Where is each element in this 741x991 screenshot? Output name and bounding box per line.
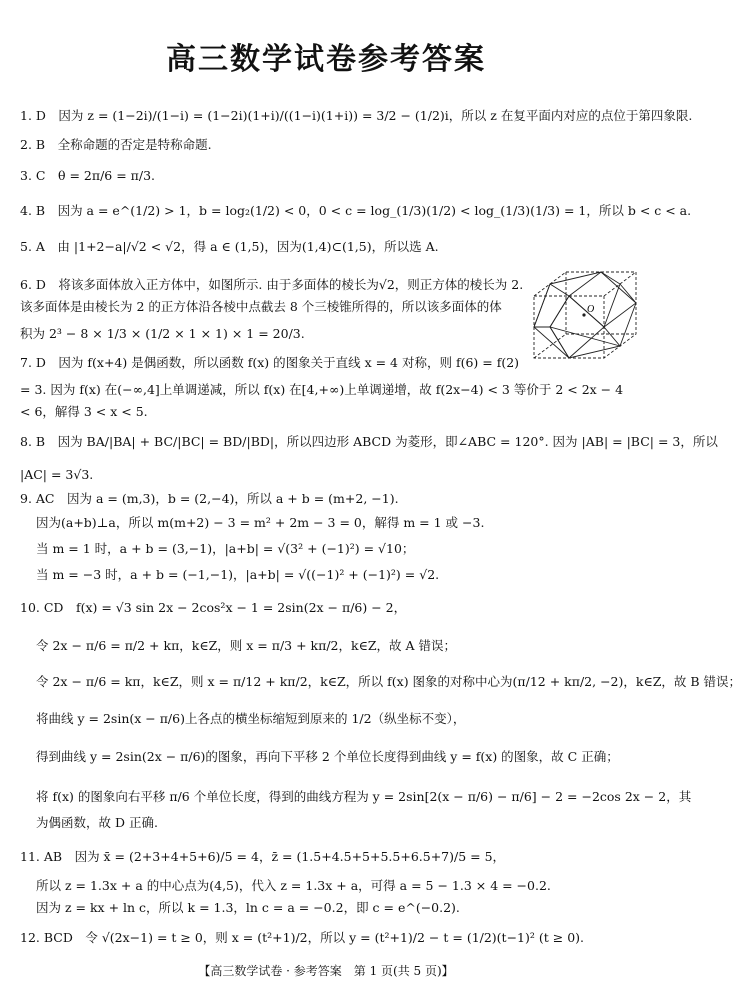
answer-9-line-3: 当 m = 1 时，a + b = (3,−1)，|a+b| = √(3² + (−1)²) = √10； (36, 541, 415, 556)
page-footer: 【高三数学试卷 · 参考答案 第 1 页(共 5 页)】 (198, 964, 454, 978)
answer-1: 1. D 因为 z = (1−2i)/(1−i) = (1−2i)(1+i)/((1−i)(1+i)) = 3/2 − (1/2)i，所以 z 在复平面内对应的点位于第四象限. (20, 108, 693, 123)
center-point (582, 313, 585, 316)
answer-10-line-2: 令 2x − π/6 = π/2 + kπ，k∈Z，则 x = π/3 + kπ/2，k∈Z，故 A 错误； (36, 638, 456, 653)
answer-10-line-1: 10. CD f(x) = √3 sin 2x − 2cos²x − 1 = 2sin(2x − π/6) − 2， (20, 600, 407, 615)
answer-8-line-2: |AC| = 3√3. (20, 467, 94, 482)
center-label: O (587, 304, 595, 315)
answer-10-line-4: 将曲线 y = 2sin(x − π/6)上各点的横坐标缩短到原来的 1/2（纵坐标不变）， (36, 711, 466, 726)
answer-2: 2. B 全称命题的否定是特称命题. (20, 137, 212, 152)
page-title: 高三数学试卷参考答案 (166, 42, 486, 77)
answer-10-line-3: 令 2x − π/6 = kπ，k∈Z，则 x = π/12 + kπ/2，k∈Z，所以 f(x) 图象的对称中心为(π/12 + kπ/2, −2)，k∈Z，故 B 错误； (36, 674, 741, 689)
answer-7-line-1: 7. D 因为 f(x+4) 是偶函数，所以函数 f(x) 的图象关于直线 x = 4 对称，则 f(6) = f(2) (20, 355, 520, 370)
answer-9-line-2: 因为(a+b)⊥a，所以 m(m+2) − 3 = m² + 2m − 3 = 0，解得 m = 1 或 −3. (36, 515, 485, 530)
answer-12-line-1: 12. BCD 令 √(2x−1) = t ≥ 0，则 x = (t²+1)/2，所以 y = (t²+1)/2 − t = (1/2)(t−1)² (t ≥ 0). (20, 930, 584, 945)
answer-4: 4. B 因为 a = e^(1/2) > 1，b = log₂(1/2) < 0，0 < c = log_(1/3)(1/2) < log_(1/3)(1/3) = 1，所以 b < c < a. (20, 203, 692, 218)
answer-11-line-1: 11. AB 因为 x̄ = (2+3+4+5+6)/5 = 4，z̄ = (1.5+4.5+5+5.5+6.5+7)/5 = 5， (20, 849, 506, 864)
answer-7-line-3: < 6，解得 3 < x < 5. (20, 404, 148, 419)
answer-3: 3. C θ = 2π/6 = π/3. (20, 168, 156, 183)
answer-6-line-2: 该多面体是由棱长为 2 的正方体沿各棱中点截去 8 个三棱锥所得的，所以该多面体的体 (20, 299, 502, 314)
answer-5: 5. A 由 |1+2−a|/√2 < √2，得 a ∈ (1,5)，因为(1,4)⊂(1,5)，所以选 A. (20, 239, 439, 254)
answer-11-line-3: 因为 z = kx + ln c，所以 k = 1.3，ln c = a = −0.2，即 c = e^(−0.2). (36, 900, 460, 915)
answer-6-line-1: 6. D 将该多面体放入正方体中，如图所示. 由于多面体的棱长为√2，则正方体的棱长为 2. (20, 277, 524, 292)
answer-11-line-2: 所以 z = 1.3x + a 的中心点为(4,5)，代入 z = 1.3x + a，可得 a = 5 − 1.3 × 4 = −0.2. (36, 878, 551, 893)
answer-7-line-2: = 3. 因为 f(x) 在(−∞,4]上单调递减，所以 f(x) 在[4,+∞)上单调递增，故 f(2x−4) < 3 等价于 2 < 2x − 4 (20, 382, 624, 397)
answer-10-line-7: 为偶函数，故 D 正确. (36, 815, 158, 830)
polyhedron-in-cube-figure (528, 266, 640, 364)
answer-6-line-3: 积为 2³ − 8 × 1/3 × (1/2 × 1 × 1) × 1 = 20/3. (20, 326, 305, 341)
answer-9-line-1: 9. AC 因为 a = (m,3)，b = (2,−4)，所以 a + b = (m+2, −1). (20, 491, 399, 506)
answer-10-line-6: 将 f(x) 的图象向右平移 π/6 个单位长度，得到的曲线方程为 y = 2sin[2(x − π/6) − π/6] − 2 = −2cos 2x − 2，其 (36, 789, 692, 804)
answer-9-line-4: 当 m = −3 时，a + b = (−1,−1)，|a+b| = √((−1)² + (−1)²) = √2. (36, 567, 440, 582)
answer-10-line-5: 得到曲线 y = 2sin(2x − π/6)的图象，再向下平移 2 个单位长度得到曲线 y = f(x) 的图象，故 C 正确； (36, 749, 619, 764)
answer-8-line-1: 8. B 因为 BA/|BA| + BC/|BC| = BD/|BD|，所以四边形 ABCD 为菱形，即∠ABC = 120°. 因为 |AB| = |BC| = 3，所以 (20, 434, 718, 449)
